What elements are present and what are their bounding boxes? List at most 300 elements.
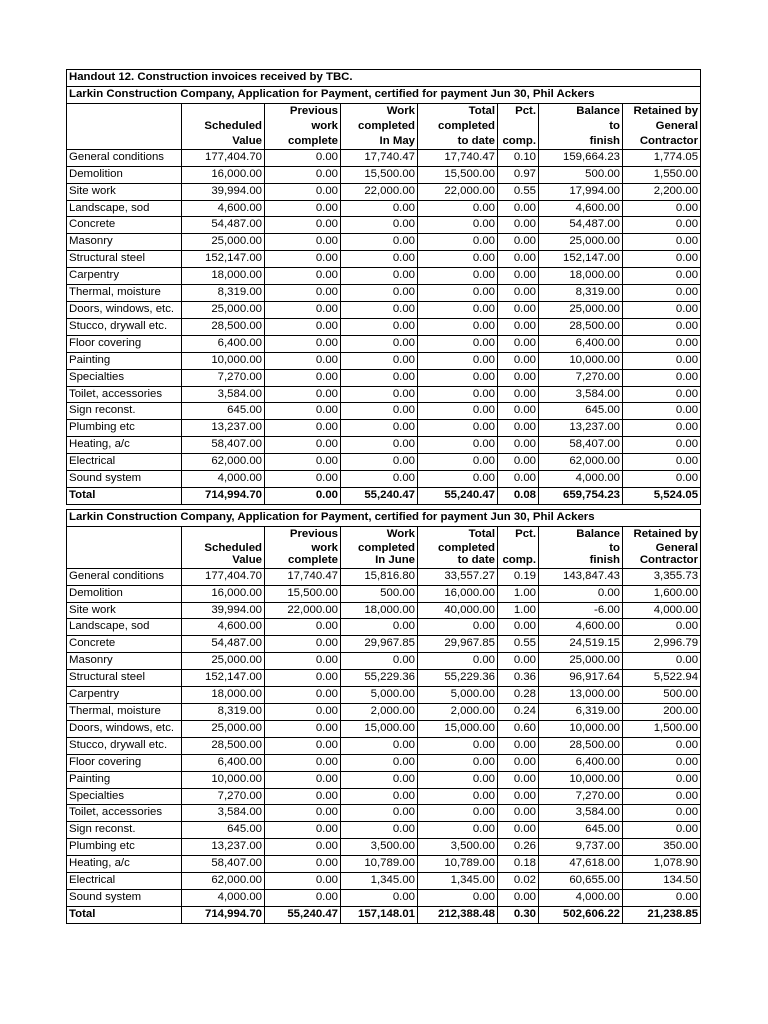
cell-value: 1,345.00 <box>418 873 498 890</box>
column-header-line: Retained by <box>633 104 699 117</box>
cell-value: 0.00 <box>265 149 341 166</box>
cell-value: 0.00 <box>341 369 418 386</box>
cell-value: 0.00 <box>341 619 418 636</box>
column-header <box>67 103 182 149</box>
cell-value: 28,500.00 <box>539 318 623 335</box>
cell-value: 0.00 <box>341 352 418 369</box>
cell-value: 0.00 <box>265 873 341 890</box>
cell-value: 62,000.00 <box>539 454 623 471</box>
cell-value: 10,000.00 <box>182 771 265 788</box>
cell-value: 0.00 <box>265 386 341 403</box>
row-label: Concrete <box>67 217 182 234</box>
cell-value: 0.00 <box>265 369 341 386</box>
cell-value: 0.00 <box>418 285 498 302</box>
column-header-line: to date <box>457 553 495 566</box>
cell-value: 0.00 <box>265 318 341 335</box>
cell-value: 0.00 <box>265 720 341 737</box>
row-label: Carpentry <box>67 268 182 285</box>
cell-value: 0.24 <box>498 704 539 721</box>
cell-value: 0.00 <box>498 234 539 251</box>
cell-value: 0.00 <box>498 352 539 369</box>
cell-value: 645.00 <box>182 403 265 420</box>
cell-value: 0.00 <box>623 234 701 251</box>
column-header-line: Previous <box>289 527 338 540</box>
cell-value: 0.00 <box>418 318 498 335</box>
cell-value: 0.00 <box>498 771 539 788</box>
row-label: Stucco, drywall etc. <box>67 318 182 335</box>
cell-value: 6,400.00 <box>182 335 265 352</box>
table-row <box>67 268 701 285</box>
cell-value: 0.00 <box>341 805 418 822</box>
cell-value: 0.00 <box>418 403 498 420</box>
cell-value: 0.55 <box>498 636 539 653</box>
row-label: Sign reconst. <box>67 822 182 839</box>
cell-value: 7,270.00 <box>182 788 265 805</box>
cell-value: 10,789.00 <box>418 856 498 873</box>
column-header-line: complete <box>287 553 338 566</box>
cell-value: 0.00 <box>498 737 539 754</box>
cell-value: 0.00 <box>418 251 498 268</box>
column-header-line: Retained by <box>633 527 699 540</box>
cell-value: 25,000.00 <box>539 653 623 670</box>
table-row <box>67 720 701 737</box>
row-label: Doors, windows, etc. <box>67 720 182 737</box>
cell-value: 0.00 <box>418 788 498 805</box>
cell-value: 13,237.00 <box>539 420 623 437</box>
cell-value: 0.00 <box>498 754 539 771</box>
cell-value: 0.00 <box>341 471 418 488</box>
invoice-table-may <box>66 69 701 505</box>
cell-value: 13,237.00 <box>182 839 265 856</box>
cell-value: 0.00 <box>498 805 539 822</box>
row-label: Structural steel <box>67 251 182 268</box>
cell-value: 10,000.00 <box>539 352 623 369</box>
cell-value: 6,319.00 <box>539 704 623 721</box>
column-header-line: completed <box>438 541 495 553</box>
cell-value: 500.00 <box>341 585 418 602</box>
cell-value: 17,740.47 <box>418 149 498 166</box>
column-header-line <box>69 527 179 542</box>
table-row <box>67 251 701 268</box>
cell-value: 0.00 <box>498 217 539 234</box>
row-label: Masonry <box>67 234 182 251</box>
column-header <box>265 103 341 149</box>
row-label: Floor covering <box>67 335 182 352</box>
cell-value: 0.00 <box>418 822 498 839</box>
cell-value: 0.00 <box>498 437 539 454</box>
cell-value: 0.00 <box>265 403 341 420</box>
total-value: 659,754.23 <box>539 487 623 504</box>
cell-value: 152,147.00 <box>182 251 265 268</box>
cell-value: 645.00 <box>539 403 623 420</box>
cell-value: 152,147.00 <box>182 670 265 687</box>
cell-value: 152,147.00 <box>539 251 623 268</box>
cell-value: 0.00 <box>265 653 341 670</box>
cell-value: 15,000.00 <box>341 720 418 737</box>
cell-value: 0.00 <box>623 737 701 754</box>
cell-value: 0.00 <box>341 420 418 437</box>
column-header <box>341 103 418 149</box>
cell-value: 0.00 <box>623 771 701 788</box>
cell-value: 0.00 <box>265 437 341 454</box>
cell-value: 25,000.00 <box>182 720 265 737</box>
cell-value: 0.00 <box>418 737 498 754</box>
cell-value: 0.00 <box>623 200 701 217</box>
table-row <box>67 636 701 653</box>
handout-title-row <box>67 70 701 87</box>
cell-value: 0.00 <box>498 369 539 386</box>
total-value: 55,240.47 <box>265 906 341 923</box>
cell-value: 0.55 <box>498 183 539 200</box>
cell-value: 0.00 <box>418 369 498 386</box>
cell-value: 0.00 <box>265 251 341 268</box>
cell-value: 2,000.00 <box>341 704 418 721</box>
column-header-line: to date <box>457 134 495 147</box>
table-row <box>67 687 701 704</box>
cell-value: 0.00 <box>623 285 701 302</box>
total-label: Total <box>67 906 182 923</box>
cell-value: 15,500.00 <box>341 166 418 183</box>
cell-value: 0.00 <box>418 805 498 822</box>
cell-value: 645.00 <box>182 822 265 839</box>
cell-value: 39,994.00 <box>182 602 265 619</box>
cell-value: 0.00 <box>623 822 701 839</box>
cell-value: 350.00 <box>623 839 701 856</box>
cell-value: 500.00 <box>539 166 623 183</box>
column-header-line: finish <box>589 134 620 147</box>
row-label: Electrical <box>67 873 182 890</box>
column-header-line: work <box>311 119 338 132</box>
cell-value: 2,000.00 <box>418 704 498 721</box>
cell-value: 0.00 <box>623 788 701 805</box>
cell-value: 0.00 <box>341 318 418 335</box>
cell-value: 1.00 <box>498 585 539 602</box>
cell-value: 0.00 <box>623 437 701 454</box>
column-header <box>418 103 498 149</box>
cell-value: 25,000.00 <box>539 234 623 251</box>
cell-value: 0.00 <box>623 301 701 318</box>
cell-value: 0.00 <box>623 805 701 822</box>
cell-value: 0.00 <box>341 301 418 318</box>
cell-value: 6,400.00 <box>182 754 265 771</box>
cell-value: 0.00 <box>623 420 701 437</box>
cell-value: 24,519.15 <box>539 636 623 653</box>
cell-value: 55,229.36 <box>341 670 418 687</box>
cell-value: 0.02 <box>498 873 539 890</box>
column-header <box>539 103 623 149</box>
total-value: 0.30 <box>498 906 539 923</box>
column-header-line: Work <box>386 104 415 117</box>
cell-value: 13,237.00 <box>182 420 265 437</box>
table-row <box>67 318 701 335</box>
column-header-line: Value <box>232 134 262 147</box>
row-label: Toilet, accessories <box>67 386 182 403</box>
cell-value: 0.18 <box>498 856 539 873</box>
cell-value: 0.00 <box>498 403 539 420</box>
column-header-line <box>69 119 179 134</box>
total-value: 55,240.47 <box>418 487 498 504</box>
cell-value: 0.00 <box>341 234 418 251</box>
section-may <box>67 86 701 504</box>
cell-value: 1,078.90 <box>623 856 701 873</box>
cell-value: 0.00 <box>623 335 701 352</box>
cell-value: 0.00 <box>498 301 539 318</box>
cell-value: 6,400.00 <box>539 754 623 771</box>
cell-value: 0.00 <box>265 285 341 302</box>
cell-value: 2,996.79 <box>623 636 701 653</box>
section-june <box>67 509 701 923</box>
cell-value: 0.00 <box>623 318 701 335</box>
cell-value: 7,270.00 <box>539 788 623 805</box>
cell-value: 4,000.00 <box>539 471 623 488</box>
cell-value: 200.00 <box>623 704 701 721</box>
cell-value: 2,200.00 <box>623 183 701 200</box>
cell-value: 0.00 <box>623 754 701 771</box>
table-row <box>67 653 701 670</box>
table-row <box>67 822 701 839</box>
cell-value: 0.00 <box>498 200 539 217</box>
table-row <box>67 602 701 619</box>
cell-value: 0.00 <box>539 585 623 602</box>
cell-value: 0.00 <box>265 670 341 687</box>
total-value: 714,994.70 <box>182 487 265 504</box>
cell-value: 18,000.00 <box>182 687 265 704</box>
column-header-line: Previous <box>289 104 338 117</box>
cell-value: 0.00 <box>418 771 498 788</box>
cell-value: 0.00 <box>265 471 341 488</box>
cell-value: 25,000.00 <box>182 653 265 670</box>
column-header-line: finish <box>589 553 620 566</box>
cell-value: 177,404.70 <box>182 568 265 585</box>
cell-value: 0.00 <box>418 200 498 217</box>
table-row <box>67 704 701 721</box>
column-header-line: completed <box>358 541 415 553</box>
cell-value: 159,664.23 <box>539 149 623 166</box>
cell-value: 0.00 <box>498 318 539 335</box>
row-label: Sound system <box>67 889 182 906</box>
cell-value: 0.00 <box>418 217 498 234</box>
total-value: 55,240.47 <box>341 487 418 504</box>
cell-value: 0.26 <box>498 839 539 856</box>
row-label: Landscape, sod <box>67 619 182 636</box>
section-title: Larkin Construction Company, Application for Payment, certified for payment Jun 30, Phil Ackers <box>67 86 701 103</box>
table-row <box>67 403 701 420</box>
cell-value: 0.00 <box>265 166 341 183</box>
cell-value: 0.00 <box>265 268 341 285</box>
cell-value: 22,000.00 <box>341 183 418 200</box>
table-row <box>67 670 701 687</box>
column-header-line <box>69 542 179 553</box>
cell-value: 8,319.00 <box>182 285 265 302</box>
table-row <box>67 788 701 805</box>
row-label: Floor covering <box>67 754 182 771</box>
cell-value: 0.00 <box>418 454 498 471</box>
total-value: 212,388.48 <box>418 906 498 923</box>
table-row <box>67 454 701 471</box>
cell-value: 6,400.00 <box>539 335 623 352</box>
cell-value: 0.00 <box>623 217 701 234</box>
cell-value: 0.00 <box>265 771 341 788</box>
cell-value: 0.00 <box>341 653 418 670</box>
column-header-line: In June <box>375 553 415 566</box>
cell-value: 0.00 <box>498 420 539 437</box>
cell-value: 0.00 <box>418 437 498 454</box>
column-header-line: General <box>655 119 699 132</box>
row-label: Electrical <box>67 454 182 471</box>
cell-value: 0.10 <box>498 149 539 166</box>
row-label: Site work <box>67 183 182 200</box>
column-header-line <box>69 134 179 149</box>
cell-value: 0.00 <box>418 420 498 437</box>
cell-value: 58,407.00 <box>182 437 265 454</box>
cell-value: 0.00 <box>498 251 539 268</box>
cell-value: 29,967.85 <box>418 636 498 653</box>
cell-value: 0.00 <box>265 839 341 856</box>
cell-value: 0.00 <box>418 301 498 318</box>
cell-value: 60,655.00 <box>539 873 623 890</box>
column-header-line: comp. <box>502 134 536 147</box>
cell-value: 0.00 <box>623 251 701 268</box>
cell-value: 0.00 <box>623 352 701 369</box>
invoice-table-june <box>66 509 701 924</box>
table-row <box>67 856 701 873</box>
cell-value: 18,000.00 <box>182 268 265 285</box>
cell-value: 0.00 <box>341 217 418 234</box>
row-label: Plumbing etc <box>67 839 182 856</box>
cell-value: 1,550.00 <box>623 166 701 183</box>
cell-value: 0.00 <box>341 335 418 352</box>
table-row <box>67 369 701 386</box>
cell-value: 0.00 <box>265 200 341 217</box>
column-header-line: Value <box>232 553 262 566</box>
cell-value: 0.00 <box>418 268 498 285</box>
cell-value: 25,000.00 <box>539 301 623 318</box>
table-row <box>67 183 701 200</box>
total-row <box>67 487 701 504</box>
row-label: Thermal, moisture <box>67 285 182 302</box>
cell-value: 0.00 <box>265 737 341 754</box>
column-header-line: complete <box>287 134 338 147</box>
cell-value: 1,774.05 <box>623 149 701 166</box>
column-header-line <box>184 527 262 542</box>
cell-value: 645.00 <box>539 822 623 839</box>
cell-value: 15,000.00 <box>418 720 498 737</box>
total-value: 157,148.01 <box>341 906 418 923</box>
column-header-line: In May <box>379 134 415 147</box>
cell-value: 13,000.00 <box>539 687 623 704</box>
cell-value: 22,000.00 <box>265 602 341 619</box>
row-label: Painting <box>67 352 182 369</box>
cell-value: 1,500.00 <box>623 720 701 737</box>
cell-value: 0.00 <box>341 737 418 754</box>
cell-value: 17,740.47 <box>341 149 418 166</box>
column-header <box>67 526 182 568</box>
column-header-line: Contractor <box>639 134 699 147</box>
cell-value: 0.00 <box>265 788 341 805</box>
cell-value: 25,000.00 <box>182 301 265 318</box>
row-label: Stucco, drywall etc. <box>67 737 182 754</box>
row-label: Specialties <box>67 788 182 805</box>
cell-value: 18,000.00 <box>341 602 418 619</box>
column-header-line: Contractor <box>639 553 699 566</box>
column-header-line <box>69 104 179 119</box>
cell-value: 4,000.00 <box>182 471 265 488</box>
cell-value: 55,229.36 <box>418 670 498 687</box>
cell-value: 0.00 <box>341 403 418 420</box>
row-label: Sound system <box>67 471 182 488</box>
cell-value: 0.00 <box>623 454 701 471</box>
section-title: Larkin Construction Company, Application for Payment, certified for payment Jun 30, Phil Ackers <box>67 509 701 526</box>
row-label: Demolition <box>67 585 182 602</box>
cell-value: 0.00 <box>341 889 418 906</box>
row-label: Carpentry <box>67 687 182 704</box>
column-header-line: to <box>609 541 620 553</box>
cell-value: 0.00 <box>498 285 539 302</box>
cell-value: 0.00 <box>265 636 341 653</box>
row-label: Site work <box>67 602 182 619</box>
column-header-line: completed <box>438 119 495 132</box>
cell-value: 0.00 <box>341 251 418 268</box>
handout-title: Handout 12. Construction invoices received by TBC. <box>67 70 701 87</box>
cell-value: 0.00 <box>623 403 701 420</box>
section-title-row <box>67 509 701 526</box>
total-label: Total <box>67 487 182 504</box>
cell-value: 1,600.00 <box>623 585 701 602</box>
cell-value: 4,600.00 <box>182 619 265 636</box>
table-row <box>67 805 701 822</box>
cell-value: 0.00 <box>498 454 539 471</box>
cell-value: 40,000.00 <box>418 602 498 619</box>
row-label: Heating, a/c <box>67 856 182 873</box>
row-label: Demolition <box>67 166 182 183</box>
column-header <box>265 526 341 568</box>
cell-value: 3,584.00 <box>182 805 265 822</box>
column-header-line: Scheduled <box>204 541 262 553</box>
cell-value: 0.00 <box>341 285 418 302</box>
cell-value: 0.00 <box>418 386 498 403</box>
cell-value: 0.28 <box>498 687 539 704</box>
column-header <box>182 526 265 568</box>
cell-value: 0.00 <box>341 200 418 217</box>
cell-value: 9,737.00 <box>539 839 623 856</box>
cell-value: 15,500.00 <box>418 166 498 183</box>
table-row <box>67 754 701 771</box>
cell-value: 0.00 <box>265 822 341 839</box>
row-label: Landscape, sod <box>67 200 182 217</box>
column-header <box>623 526 701 568</box>
cell-value: 22,000.00 <box>418 183 498 200</box>
cell-value: 0.00 <box>341 754 418 771</box>
cell-value: 58,407.00 <box>182 856 265 873</box>
cell-value: 0.00 <box>341 268 418 285</box>
cell-value: 62,000.00 <box>182 454 265 471</box>
cell-value: 54,487.00 <box>182 636 265 653</box>
row-label: Sign reconst. <box>67 403 182 420</box>
cell-value: 62,000.00 <box>182 873 265 890</box>
cell-value: 143,847.43 <box>539 568 623 585</box>
total-value: 0.08 <box>498 487 539 504</box>
cell-value: 10,000.00 <box>539 771 623 788</box>
cell-value: 4,000.00 <box>182 889 265 906</box>
cell-value: 25,000.00 <box>182 234 265 251</box>
table-row <box>67 420 701 437</box>
cell-value: 0.00 <box>341 822 418 839</box>
cell-value: 8,319.00 <box>182 704 265 721</box>
cell-value: 0.00 <box>265 301 341 318</box>
cell-value: 3,584.00 <box>539 805 623 822</box>
invoice-sheet <box>66 69 700 924</box>
cell-value: 0.00 <box>498 889 539 906</box>
